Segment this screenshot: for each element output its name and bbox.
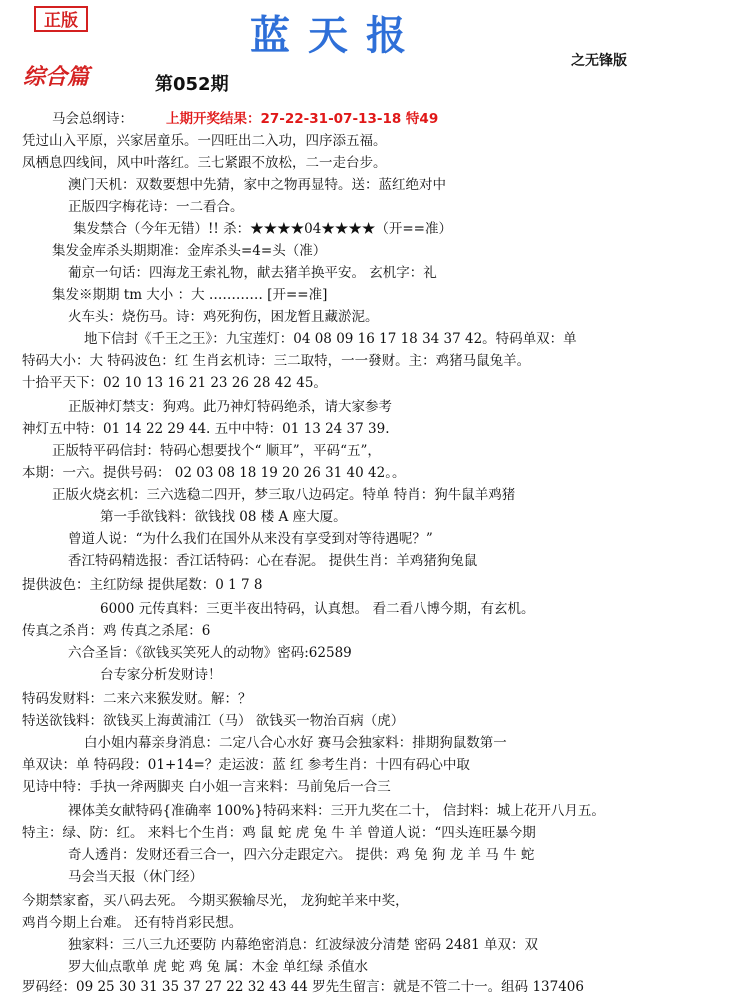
text-line: 特主：绿、防：红。 来料七个生肖：鸡 鼠 蛇 虎 兔 牛 羊 曾道人说：“四头连旺暴今期 (22, 825, 536, 841)
text-line: 鸡肖今期上台难。 还有特肖彩民想。 (22, 915, 243, 931)
text-line: 特码发财料：二来六来猴发财。解：？ (22, 691, 252, 707)
text-line: 奇人透肖：发财还看三合一，四六分走跟定六。 提供：鸡 兔 狗 龙 羊 马 牛 蛇 (68, 847, 535, 863)
text-line: 澳门天机：双数要想中先猜，家中之物再显特。送：蓝红绝对中 (68, 177, 446, 193)
text-line: 集发金库杀头期期准：金库杀头=4=头（准） (52, 243, 327, 259)
text-line: 本期：一六。提供号码： 02 03 08 18 19 20 26 31 40 42。。 (22, 465, 406, 481)
text-line: 香江特码精选报：香江话特码：心在春泥。 提供生肖：羊鸡猪狗兔鼠 (68, 553, 478, 569)
text-line: 曾道人说：“为什么我们在国外从来没有享受到对等待遇呢？” (68, 531, 433, 547)
text-line: 集发禁合（今年无错）!! 杀：★★★★04★★★★（开==准） (73, 221, 452, 237)
text-line: 台专家分析发财诗！ (100, 667, 222, 683)
text-line: 葡京一句话：四海龙王索礼物，献去猪羊换平安。 玄机字：礼 (68, 265, 437, 281)
text-line: 罗码经：09 25 30 31 35 37 27 22 32 43 44 罗先生留言：就是不管二十一。组码 137406 (22, 979, 584, 995)
text-line: 正版神灯禁支：狗鸡。此乃神灯特码绝杀，请大家参考 (68, 399, 392, 415)
text-line: 正版火烧玄机：三六选稳二四开，梦三取八边码定。特单 特肖：狗牛鼠羊鸡猪 (52, 487, 516, 503)
section-title: 综合篇 (23, 64, 90, 90)
text-line: 集发※期期 tm 大小 ：大 ………… [开==准] (52, 287, 328, 303)
newspaper-title: 蓝天报 (250, 12, 424, 59)
previous-result: 上期开奖结果：27-22-31-07-13-18 特49 (166, 111, 439, 127)
text-line: 凭过山入平原，兴家居童乐。一四旺出二入功，四序添五福。 (22, 133, 387, 149)
text-line: 传真之杀肖：鸡 传真之杀尾：6 (22, 623, 211, 639)
text-line: 6000 元传真料：三更半夜出特码，认真想。 看二看八博今期，有玄机。 (100, 601, 535, 617)
text-line: 火车头：烧伤马。诗：鸡死狗伤，困龙暂且藏淤泥。 (68, 309, 379, 325)
text-line: 见诗中特：手执一斧两脚夹 白小姐一言来料：马前兔后一合三 (22, 779, 391, 795)
text-line: 十拾平天下：02 10 13 16 21 23 26 28 42 45。 (22, 375, 327, 391)
text-line: 单双诀：单 特码段：01+14=？走运波：蓝 红 参考生肖：十四有码心中取 (22, 757, 470, 773)
text-line: 神灯五中特：01 14 22 29 44. 五中中特：01 13 24 37 39. (22, 421, 390, 437)
text-line: 提供波色：主红防绿 提供尾数：0 1 7 8 (22, 577, 263, 593)
text-line: 今期禁家畜，买八码去死。 今期买猴输尽光， 龙狗蛇羊来中奖， (22, 893, 409, 909)
text-line: 第一手欲钱料：欲钱找 08 楼 A 座大厦。 (100, 509, 347, 525)
edition-badge: 正版 (34, 6, 88, 32)
text-line: 凤栖息四线间，风中叶落红。三七紧跟不放松，二一走台步。 (22, 155, 387, 171)
text-line: 独家料：三八三九还要防 内幕绝密消息：红波绿波分清楚 密码 2481 单双：双 (68, 937, 539, 953)
text-line: 裸体美女献特码{准确率 100%}特码来料：三开九奖在二十， 信封料：城上花开八月五。 (68, 803, 605, 819)
text-line: 正版特平码信封：特码心想要找个“ 顺耳”，平码“五”， (52, 443, 381, 459)
issue-number: 第052期 (155, 74, 229, 95)
text-line: 白小姐内幕亲身消息：二定八合心水好 赛马会独家料：排期狗鼠数第一 (84, 735, 507, 751)
text-line: 地下信封《千王之王》：九宝莲灯：04 08 09 16 17 18 34 37 42。特码单双：单 (84, 331, 577, 347)
result-label: 马会总纲诗： (52, 111, 133, 127)
text-line: 六合圣旨：《欲钱买笑死人的动物》密码:62589 (68, 645, 352, 661)
text-line: 正版四字梅花诗：一二看合。 (68, 199, 244, 215)
text-line: 马会当天报（休门经） (68, 869, 203, 885)
edition-subtitle: 之无锋版 (571, 53, 627, 69)
text-line: 特送欲钱料：欲钱买上海黄浦江（马） 欲钱买一物治百病（虎） (22, 713, 405, 729)
text-line: 罗大仙点歌单 虎 蛇 鸡 兔 属：木金 单红绿 杀值水 (68, 959, 369, 975)
text-line: 特码大小：大 特码波色：红 生肖玄机诗：三二取特，一一發财。主：鸡猪马鼠兔羊。 (22, 353, 531, 369)
